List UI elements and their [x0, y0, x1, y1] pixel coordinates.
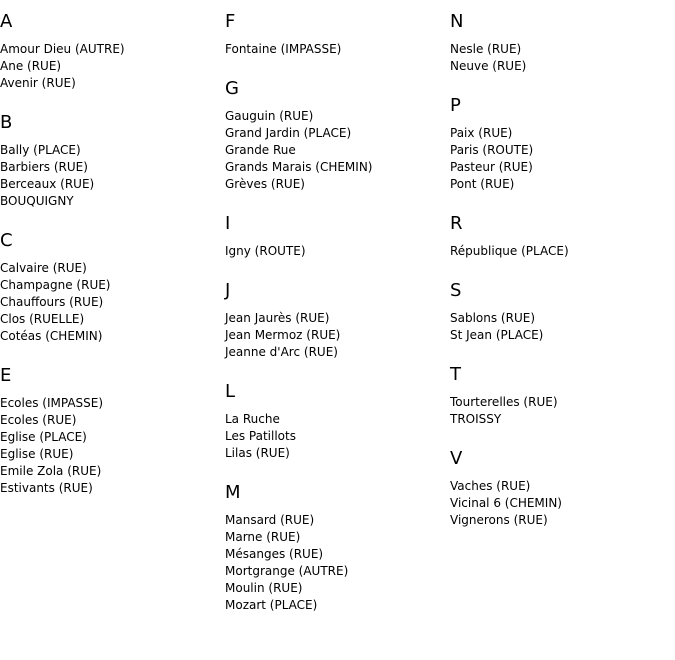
section-letter: R: [450, 213, 463, 234]
letter-section: [450, 364, 670, 428]
street-list: [225, 411, 445, 462]
section-letter: E: [0, 365, 12, 386]
street-link[interactable]: Nesle (RUE): [450, 42, 522, 56]
section-letter: V: [450, 448, 463, 469]
street-list: [225, 41, 445, 58]
street-list: [450, 394, 670, 428]
letter-section: [0, 230, 220, 345]
section-letter: B: [0, 112, 13, 133]
index-column: [0, 11, 220, 517]
street-list: [450, 125, 670, 193]
street-link[interactable]: Mortgrange (AUTRE): [225, 564, 349, 578]
section-letter: T: [450, 364, 461, 385]
letter-section: [450, 11, 670, 75]
street-link[interactable]: Vicinal 6 (CHEMIN): [450, 496, 562, 510]
section-letter: I: [225, 213, 231, 234]
street-link[interactable]: Sablons (RUE): [450, 311, 536, 325]
street-link[interactable]: Eglise (RUE): [0, 447, 74, 461]
street-link[interactable]: Paris (ROUTE): [450, 143, 534, 157]
street-link[interactable]: Les Patillots: [225, 429, 296, 443]
index-column: [225, 11, 445, 634]
section-letter: S: [450, 280, 462, 301]
street-link[interactable]: Pasteur (RUE): [450, 160, 533, 174]
street-list: [0, 142, 220, 210]
street-link[interactable]: Paix (RUE): [450, 126, 513, 140]
letter-section: [225, 482, 445, 614]
street-link[interactable]: Clos (RUELLE): [0, 312, 85, 326]
index-column: [450, 11, 670, 549]
section-letter: N: [450, 11, 464, 32]
street-link[interactable]: Champagne (RUE): [0, 278, 111, 292]
section-letter: P: [450, 95, 461, 116]
street-link[interactable]: Jean Jaurès (RUE): [225, 311, 330, 325]
street-link[interactable]: La Ruche: [225, 412, 280, 426]
street-link[interactable]: Mésanges (RUE): [225, 547, 324, 561]
letter-section: [225, 381, 445, 462]
street-link[interactable]: TROISSY: [450, 412, 502, 426]
street-list: [225, 512, 445, 614]
street-link[interactable]: Marne (RUE): [225, 530, 301, 544]
street-link[interactable]: Grand Jardin (PLACE): [225, 126, 352, 140]
section-letter: M: [225, 482, 241, 503]
letter-section: [225, 78, 445, 193]
street-link[interactable]: Cotéas (CHEMIN): [0, 329, 103, 343]
street-link[interactable]: Lilas (RUE): [225, 446, 290, 460]
letter-section: [225, 280, 445, 361]
street-link[interactable]: Calvaire (RUE): [0, 261, 87, 275]
letter-section: [0, 112, 220, 210]
street-link[interactable]: Grands Marais (CHEMIN): [225, 160, 373, 174]
section-letter: G: [225, 78, 239, 99]
street-link[interactable]: Mansard (RUE): [225, 513, 315, 527]
street-link[interactable]: Vaches (RUE): [450, 479, 531, 493]
street-list: [225, 243, 445, 260]
street-link[interactable]: Bally (PLACE): [0, 143, 81, 157]
street-link[interactable]: Berceaux (RUE): [0, 177, 95, 191]
letter-section: [450, 280, 670, 344]
street-link[interactable]: Avenir (RUE): [0, 76, 76, 90]
letter-section: [450, 213, 670, 260]
street-list: [225, 108, 445, 193]
letter-section: [0, 11, 220, 92]
street-list: [0, 260, 220, 345]
street-list: [450, 310, 670, 344]
street-list: [450, 243, 670, 260]
street-link[interactable]: Grande Rue: [225, 143, 296, 157]
street-link[interactable]: Ecoles (IMPASSE): [0, 396, 104, 410]
street-link[interactable]: Eglise (PLACE): [0, 430, 87, 444]
street-list: [225, 310, 445, 361]
street-link[interactable]: Jean Mermoz (RUE): [225, 328, 341, 342]
street-link[interactable]: Emile Zola (RUE): [0, 464, 102, 478]
letter-section: [225, 213, 445, 260]
street-link[interactable]: Pont (RUE): [450, 177, 515, 191]
street-link[interactable]: Fontaine (IMPASSE): [225, 42, 342, 56]
street-list: [450, 478, 670, 529]
letter-section: [450, 95, 670, 193]
street-link[interactable]: Mozart (PLACE): [225, 598, 318, 612]
street-link[interactable]: BOUQUIGNY: [0, 194, 74, 208]
section-letter: J: [225, 280, 231, 301]
street-link[interactable]: Jeanne d'Arc (RUE): [225, 345, 338, 359]
street-list: [0, 395, 220, 497]
street-link[interactable]: Gauguin (RUE): [225, 109, 314, 123]
letter-section: [0, 365, 220, 497]
street-link[interactable]: Estivants (RUE): [0, 481, 93, 495]
letter-section: [225, 11, 445, 58]
section-letter: F: [225, 11, 236, 32]
street-list: [0, 41, 220, 92]
street-link[interactable]: Moulin (RUE): [225, 581, 303, 595]
street-link[interactable]: Chauffours (RUE): [0, 295, 104, 309]
section-letter: C: [0, 230, 13, 251]
street-link[interactable]: Amour Dieu (AUTRE): [0, 42, 125, 56]
street-link[interactable]: Neuve (RUE): [450, 59, 527, 73]
street-link[interactable]: Barbiers (RUE): [0, 160, 88, 174]
section-letter: L: [225, 381, 236, 402]
street-link[interactable]: Igny (ROUTE): [225, 244, 306, 258]
street-link[interactable]: Ecoles (RUE): [0, 413, 77, 427]
section-letter: A: [0, 11, 13, 32]
street-link[interactable]: République (PLACE): [450, 244, 569, 258]
street-link[interactable]: Tourterelles (RUE): [450, 395, 558, 409]
street-link[interactable]: Grèves (RUE): [225, 177, 305, 191]
letter-section: [450, 448, 670, 529]
street-link[interactable]: Ane (RUE): [0, 59, 62, 73]
street-link[interactable]: Vignerons (RUE): [450, 513, 548, 527]
street-link[interactable]: St Jean (PLACE): [450, 328, 544, 342]
street-list: [450, 41, 670, 75]
